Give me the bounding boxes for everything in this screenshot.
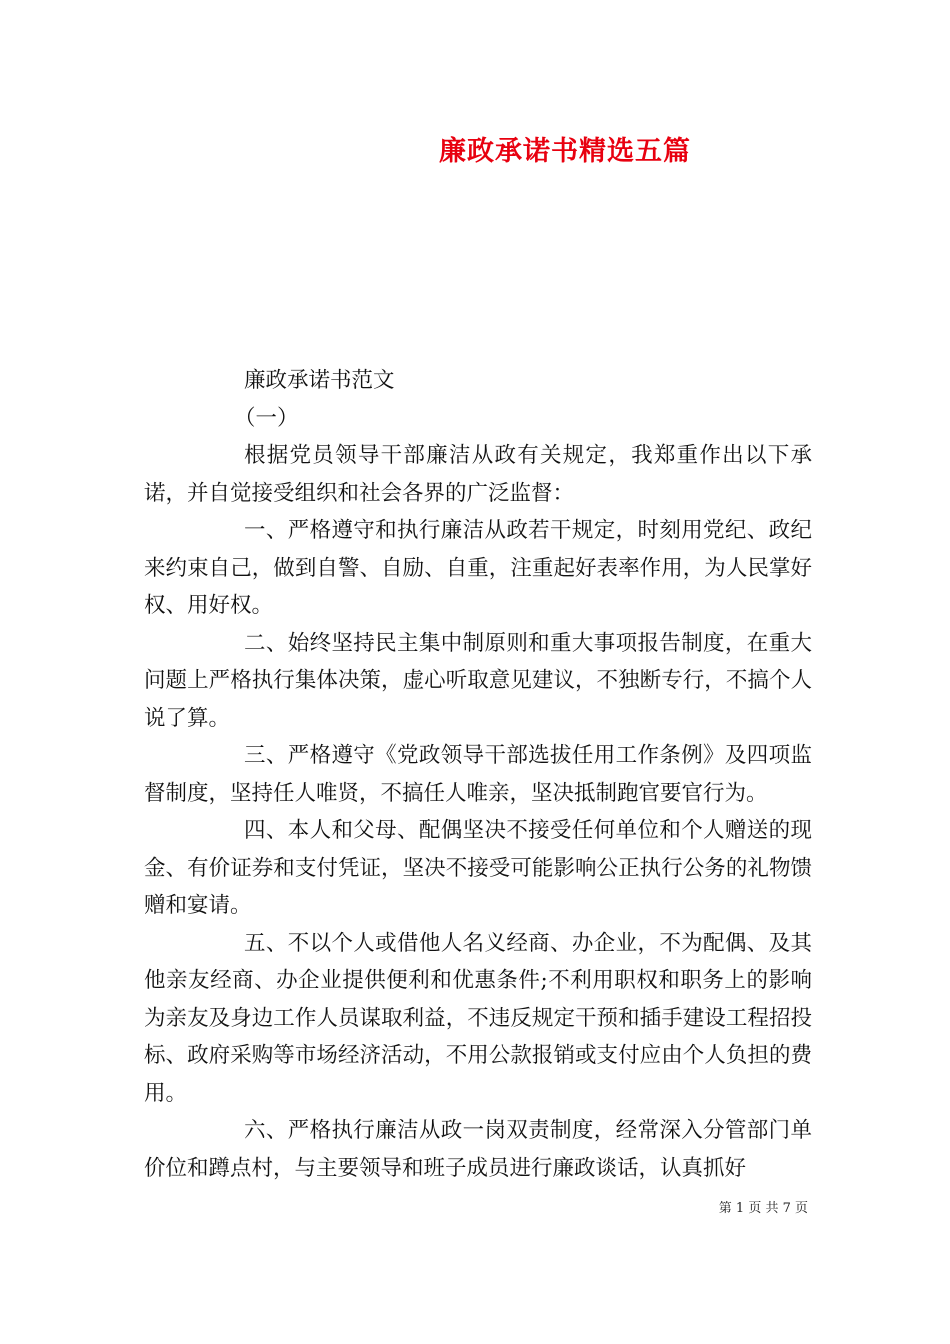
paragraph-1: 一、严格遵守和执行廉洁从政若干规定，时刻用党纪、政纪来约束自己，做到自警、自励、自重，注重起好表率作用，为人民掌好权、用好权。 [144,518,812,618]
document-subtitle: 廉政承诺书范文 [244,368,395,393]
paragraph-5: 五、不以个人或借他人名义经商、办企业，不为配偶、及其他亲友经商、办企业提供便利和优惠条件;不利用职权和职务上的影响为亲友及身边工作人员谋取利益，不违反规定干预和插手建设工程招投标、政府采购等市场经济活动，不用公款报销或支付应由个人负担的费用。 [144,930,812,1106]
paragraph-intro: 根据党员领导干部廉洁从政有关规定，我郑重作出以下承诺，并自觉接受组织和社会各界的广泛监督： [144,443,812,506]
document-title: 廉政承诺书精选五篇 [439,136,691,167]
paragraph-4: 四、本人和父母、配偶坚决不接受任何单位和个人赠送的现金、有价证券和支付凭证，坚决不接受可能影响公正执行公务的礼物馈赠和宴请。 [144,818,812,918]
paragraph-6: 六、严格执行廉洁从政一岗双责制度，经常深入分管部门单价位和蹲点村，与主要领导和班子成员进行廉政谈话，认真抓好 [144,1118,812,1181]
paragraph-3: 三、严格遵守《党政领导干部选拔任用工作条例》及四项监督制度，坚持任人唯贤，不搞任人唯亲，坚决抵制跑官要官行为。 [144,743,812,806]
document-body [144,362,812,1187]
page-footer: 第 1 页 共 7 页 [718,1201,808,1216]
paragraph-2: 二、始终坚持民主集中制原则和重大事项报告制度，在重大问题上严格执行集体决策，虚心听取意见建议，不独断专行，不搞个人说了算。 [144,630,812,731]
section-number: （一） [234,405,299,431]
